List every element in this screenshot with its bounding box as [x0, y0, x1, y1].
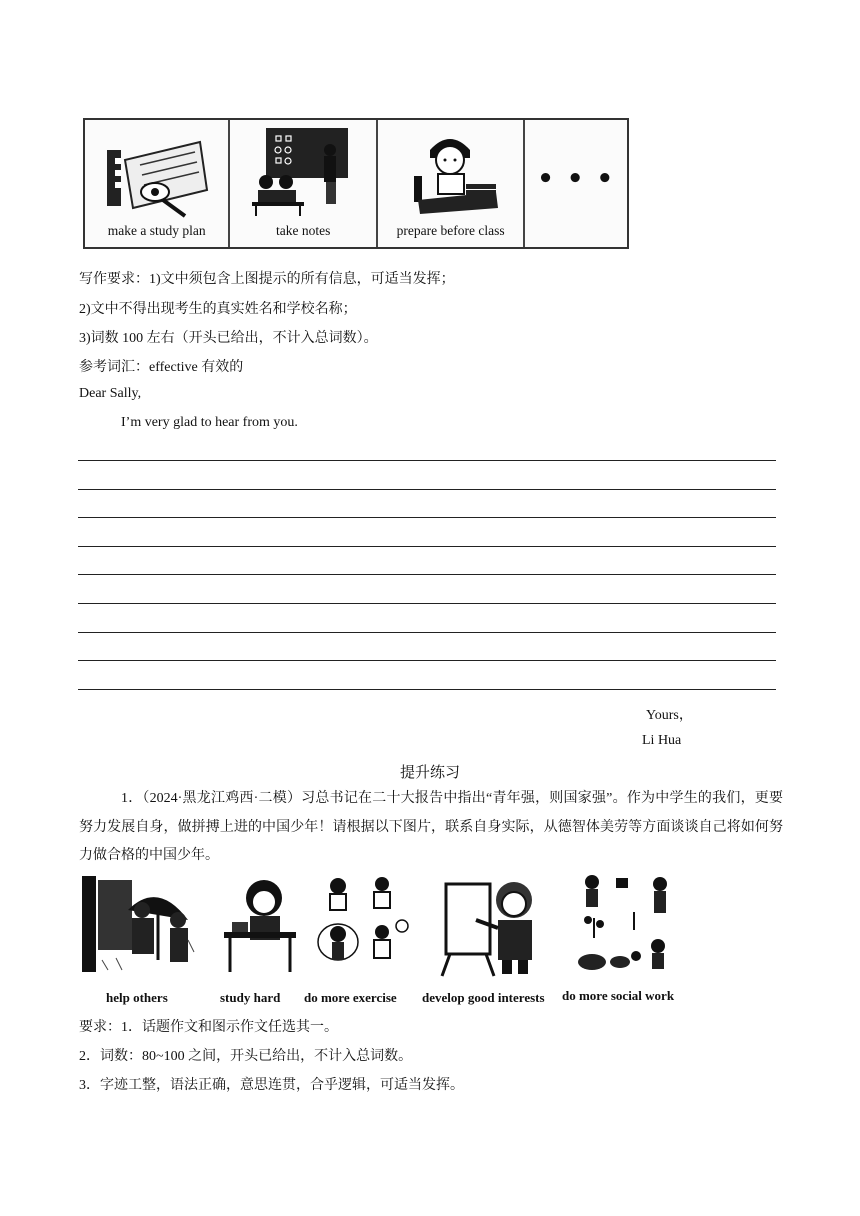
letter-opening: I’m very glad to hear from you. — [121, 415, 298, 430]
letter-salutation: Dear Sally, — [79, 386, 142, 401]
bottom-requirement-3: 3．字迹工整，语法正确，意思连贯，合乎逻辑，可适当发挥。 — [79, 1078, 464, 1093]
help-others-illustration — [78, 870, 200, 982]
requirement-line-2: 2)文中不得出现考生的真实姓名和学校名称； — [79, 302, 357, 317]
caption-help-others: help others — [106, 990, 168, 1005]
bottom-requirement-1: 要求：1．话题作文和图示作文任选其一。 — [79, 1020, 338, 1035]
caption-study-hard: study hard — [220, 990, 281, 1005]
panel-take-notes — [230, 120, 377, 247]
panel-prepare — [378, 120, 525, 247]
painting-illustration — [436, 870, 558, 982]
writing-line[interactable] — [78, 632, 776, 633]
classroom-illustration — [230, 120, 376, 220]
section-title: 提升练习 — [399, 765, 460, 781]
caption-take-notes: take notes — [276, 223, 331, 238]
study-hard-illustration — [214, 870, 306, 982]
writing-line[interactable] — [78, 517, 776, 518]
writing-line[interactable] — [78, 689, 776, 690]
panel-study-plan — [85, 120, 230, 247]
caption-study-plan: make a study plan — [107, 223, 206, 238]
writing-line[interactable] — [78, 574, 776, 575]
caption-prepare: prepare before class — [396, 223, 505, 238]
picture-prompt-strip — [83, 118, 629, 249]
caption-social-work: do more social work — [562, 988, 675, 1003]
bottom-requirement-2: 2．词数：80~100 之间，开头已给出，不计入总词数。 — [79, 1049, 413, 1064]
study-plan-illustration — [85, 120, 229, 220]
writing-line[interactable] — [78, 603, 776, 604]
letter-signature: Li Hua — [642, 733, 682, 748]
social-work-illustration — [572, 872, 676, 980]
caption-exercise: do more exercise — [304, 990, 397, 1005]
requirement-line-1: 写作要求：1)文中须包含上图提示的所有信息，可适当发挥； — [79, 272, 455, 287]
exercise-illustration — [316, 872, 412, 980]
requirement-line-3: 3)词数 100 左右（开头已给出，不计入总词数）。 — [79, 331, 378, 346]
writing-line[interactable] — [78, 460, 776, 461]
ellipsis-dots: • • • — [537, 164, 616, 194]
writing-line[interactable] — [78, 489, 776, 490]
bottom-picture-strip — [78, 870, 682, 1006]
caption-develop-interests: develop good interests — [422, 990, 545, 1005]
writing-line[interactable] — [78, 660, 776, 661]
writing-line[interactable] — [78, 546, 776, 547]
letter-closing: Yours， — [646, 708, 693, 723]
prepare-illustration — [378, 120, 524, 220]
panel-more — [525, 120, 627, 247]
reference-vocabulary: 参考词汇：effective 有效的 — [79, 360, 244, 375]
question-prompt: 1．（2024·黑龙江鸡西·二模）习总书记在二十大报告中指出“青年强，则国家强”。作为中学生的我们，更要努力发展自身，做拼搏上进的中国少年！请根据以下图片，联系自身实际，从德智体美劳等方面谈谈自己将如何努力做合格的中国少年。 — [79, 791, 783, 863]
